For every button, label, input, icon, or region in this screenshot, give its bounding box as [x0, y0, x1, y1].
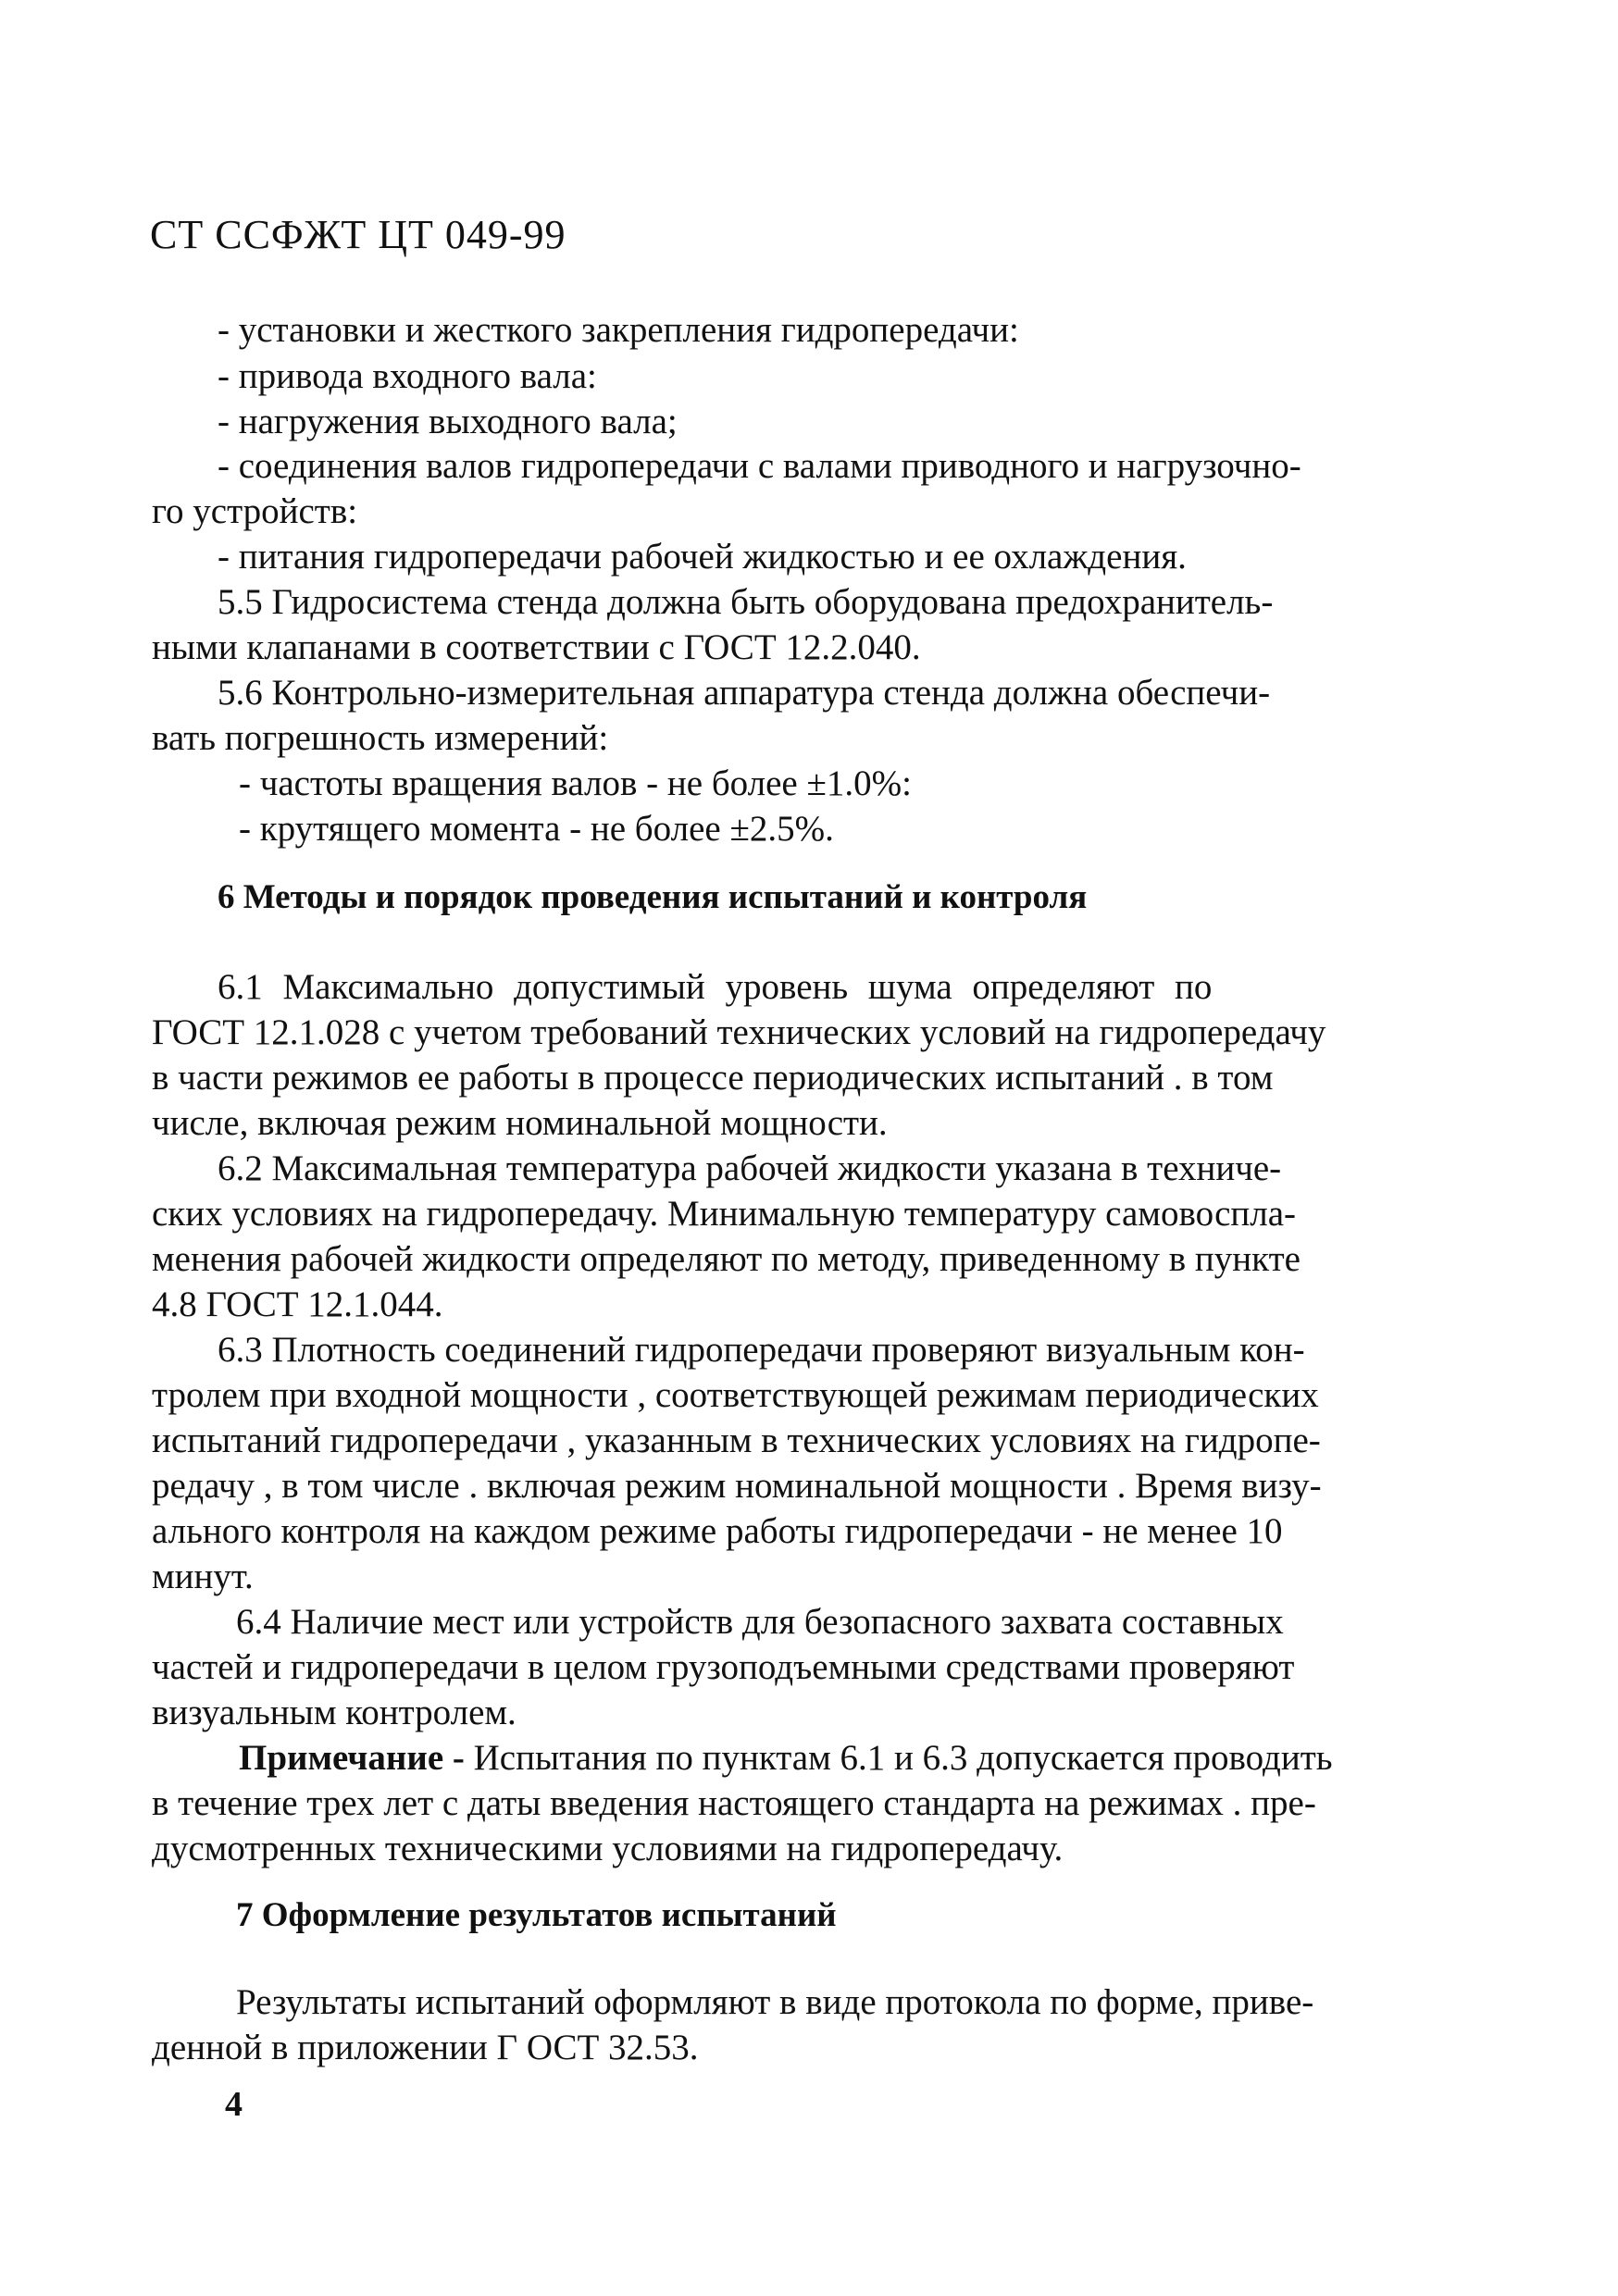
list-item-torque-accuracy: - крутящего момента - не более ±2.5%.	[239, 809, 834, 849]
clause-6-3: 6.3 Плотность соединений гидропередачи проверяют визуальным кон-	[218, 1330, 1305, 1370]
clause-6-2: 6.2 Максимальная температура рабочей жидкости указана в техниче-	[218, 1148, 1282, 1188]
clause-6-4: 6.4 Наличие мест или устройств для безопасного захвата составных	[236, 1602, 1284, 1642]
clause-5-5-cont: ными клапанами в соответствии с ГОСТ 12.2.040.	[152, 627, 921, 667]
clause-6-3-cont-4: ального контроля на каждом режиме работы гидропередачи - не менее 10	[152, 1511, 1283, 1551]
clause-6-4-cont-1: частей и гидропередачи в целом грузоподъемными средствами проверяют	[152, 1647, 1295, 1687]
list-item-output-shaft-loading: - нагружения выходного вала;	[218, 402, 678, 441]
clause-5-6: 5.6 Контрольно-измерительная аппаратура стенда должна обеспечи-	[218, 673, 1271, 713]
section-6-heading: 6 Методы и порядок проведения испытаний и контроля	[218, 878, 1088, 916]
clause-6-1-cont-1: ГОСТ 12.1.028 с учетом требований технических условий на гидропередачу	[152, 1012, 1326, 1052]
note-line	[239, 1736, 1333, 1781]
clause-5-6-cont: вать погрешность измерений:	[152, 718, 609, 758]
clause-6-1: 6.1 Максимально допустимый уровень шума определяют по	[218, 967, 1213, 1007]
clause-6-3-cont-5: минут.	[152, 1557, 254, 1596]
page-number: 4	[225, 2085, 243, 2124]
clause-5-5: 5.5 Гидросистема стенда должна быть оборудована предохранитель-	[218, 582, 1274, 622]
clause-6-2-cont-1: ских условиях на гидропередачу. Минимальную температуру самовоспла-	[152, 1194, 1297, 1234]
list-item-input-shaft-drive: - привода входного вала:	[218, 356, 597, 396]
note-label: Примечание -	[239, 1738, 465, 1778]
clause-6-3-cont-3: редачу , в том числе . включая режим номинальной мощности . Время визу-	[152, 1466, 1322, 1506]
note-cont-1: в течение трех лет с даты введения настоящего стандарта на режимах . пре-	[152, 1783, 1316, 1823]
clause-6-3-cont-1: тролем при входной мощности , соответствующей режимам периодических	[152, 1375, 1319, 1415]
document-code-header: СТ ССФЖТ ЦТ 049-99	[150, 212, 566, 257]
list-item-rotation-accuracy: - частоты вращения валов - не более ±1.0%:	[239, 763, 912, 803]
list-item-shaft-connection-cont: го устройств:	[152, 491, 358, 531]
clause-6-2-cont-2: менения рабочей жидкости определяют по методу, приведенному в пункте	[152, 1239, 1301, 1279]
list-item-fluid-supply: - питания гидропередачи рабочей жидкостью и ее охлаждения.	[218, 537, 1187, 577]
list-item-shaft-connection: - соединения валов гидропередачи с валами приводного и нагрузочно-	[218, 446, 1301, 486]
list-item-mounting: - установки и жесткого закрепления гидропередачи:	[218, 310, 1019, 350]
clause-6-1-cont-3: числе, включая режим номинальной мощности.	[152, 1103, 888, 1143]
results-paragraph: Результаты испытаний оформляют в виде протокола по форме, приве-	[236, 1982, 1314, 2022]
section-7-heading: 7 Оформление результатов испытаний	[236, 1896, 837, 1934]
clause-6-2-cont-3: 4.8 ГОСТ 12.1.044.	[152, 1285, 443, 1324]
results-paragraph-cont: денной в приложении Г ОСТ 32.53.	[152, 2028, 699, 2067]
note-cont-2: дусмотренных техническими условиями на гидропередачу.	[152, 1829, 1064, 1868]
clause-6-1-cont-2: в части режимов ее работы в процессе периодических испытаний . в том	[152, 1058, 1274, 1098]
clause-6-3-cont-2: испытаний гидропередачи , указанным в технических условиях на гидропе-	[152, 1421, 1321, 1460]
note-text: Испытания по пунктам 6.1 и 6.3 допускается проводить	[464, 1738, 1333, 1778]
clause-6-4-cont-2: визуальным контролем.	[152, 1693, 517, 1732]
